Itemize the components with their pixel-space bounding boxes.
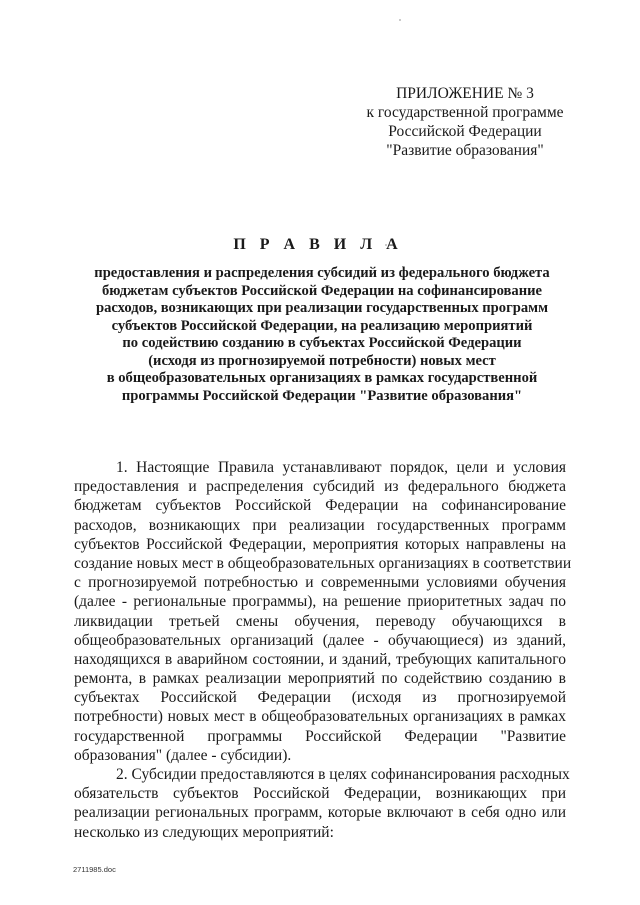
subtitle-line: по содействию созданию в субъектах Российской Федерации [122,335,522,351]
paragraph-1-line: ремонта, в рамках реализации мероприятий по содействию созданию в [74,670,566,688]
body-text [74,458,572,842]
appendix-header [340,84,590,160]
subtitle-line: субъектов Российской Федерации, на реализацию мероприятий [111,317,533,334]
paragraph-2-line: обязательств субъектов Российской Федерации, возникающих при [74,785,566,803]
subtitle-line: программы Российской Федерации "Развитие образования" [121,387,523,404]
subtitle-line: расходов, возникающих при реализации государственных программ [95,300,549,316]
paragraph-1-line: образования" (далее - субсидии). [74,746,292,764]
paragraph-1-line: государственной программы Российской Федерации "Развитие [74,727,566,745]
paragraph-1-line: (далее - региональные программы), на решение приоритетных задач по [74,593,566,611]
paragraph-1-line: ликвидации третьей смены обучения, переводу обучающихся в [74,612,566,630]
appendix-line: Российской Федерации [388,123,542,140]
paragraph-1-line: потребности) новых мест в общеобразовательных организациях в рамках [74,708,566,726]
paragraph-2-line: реализации региональных программ, которые включают в себя одно или [74,804,566,822]
paragraph-1-line: общеобразовательных организаций (далее - обучающиеся) из зданий, [74,631,566,649]
paragraph-2-line: несколько из следующих мероприятий: [74,823,334,841]
paragraph-1-line: бюджетам субъектов Российской Федерации на софинансирование [74,497,566,515]
subtitle-line: в общеобразовательных организациях в рамках государственной [106,370,538,386]
subtitle-line: предоставления и распределения субсидий из федерального бюджета [94,265,550,281]
paragraph-1-line: с прогнозируемой потребностью и современными условиями обучения [74,574,566,592]
document-subtitle [74,265,570,405]
paragraph-1-line: создание новых мест в общеобразовательных организациях в соответствии [74,554,572,572]
paragraph-2-line: 2. Субсидии предоставляются в целях софинансирования расходных [116,766,570,783]
subtitle-line: бюджетам субъектов Российской Федерации на софинансирование [101,282,543,299]
paragraph-1-line: находящихся в аварийном состоянии, и зданий, требующих капитального [74,650,566,668]
paragraph-1-line: расходов, возникающих при реализации государственных программ [74,516,566,534]
paragraph-1-line: субъектах Российской Федерации (исходя из прогнозируемой [74,689,566,707]
file-name-footer: 2711985.doc [73,865,116,874]
appendix-line: "Развитие образования" [386,142,544,159]
subtitle-line: (исходя из прогнозируемой потребности) новых мест [148,352,496,369]
appendix-number: ПРИЛОЖЕНИЕ № 3 [396,85,534,102]
paragraph-1-line: предоставления и распределения субсидий из федерального бюджета [74,478,566,496]
document-title: П Р А В И Л А [233,236,403,253]
paragraph-1-line: субъектов Российской Федерации, мероприятия которых направлены на [74,535,566,553]
paragraph-1-line: 1. Настоящие Правила устанавливают порядок, цели и условия [116,459,566,476]
scan-speck [399,19,401,21]
appendix-line: к государственной программе [366,104,564,121]
